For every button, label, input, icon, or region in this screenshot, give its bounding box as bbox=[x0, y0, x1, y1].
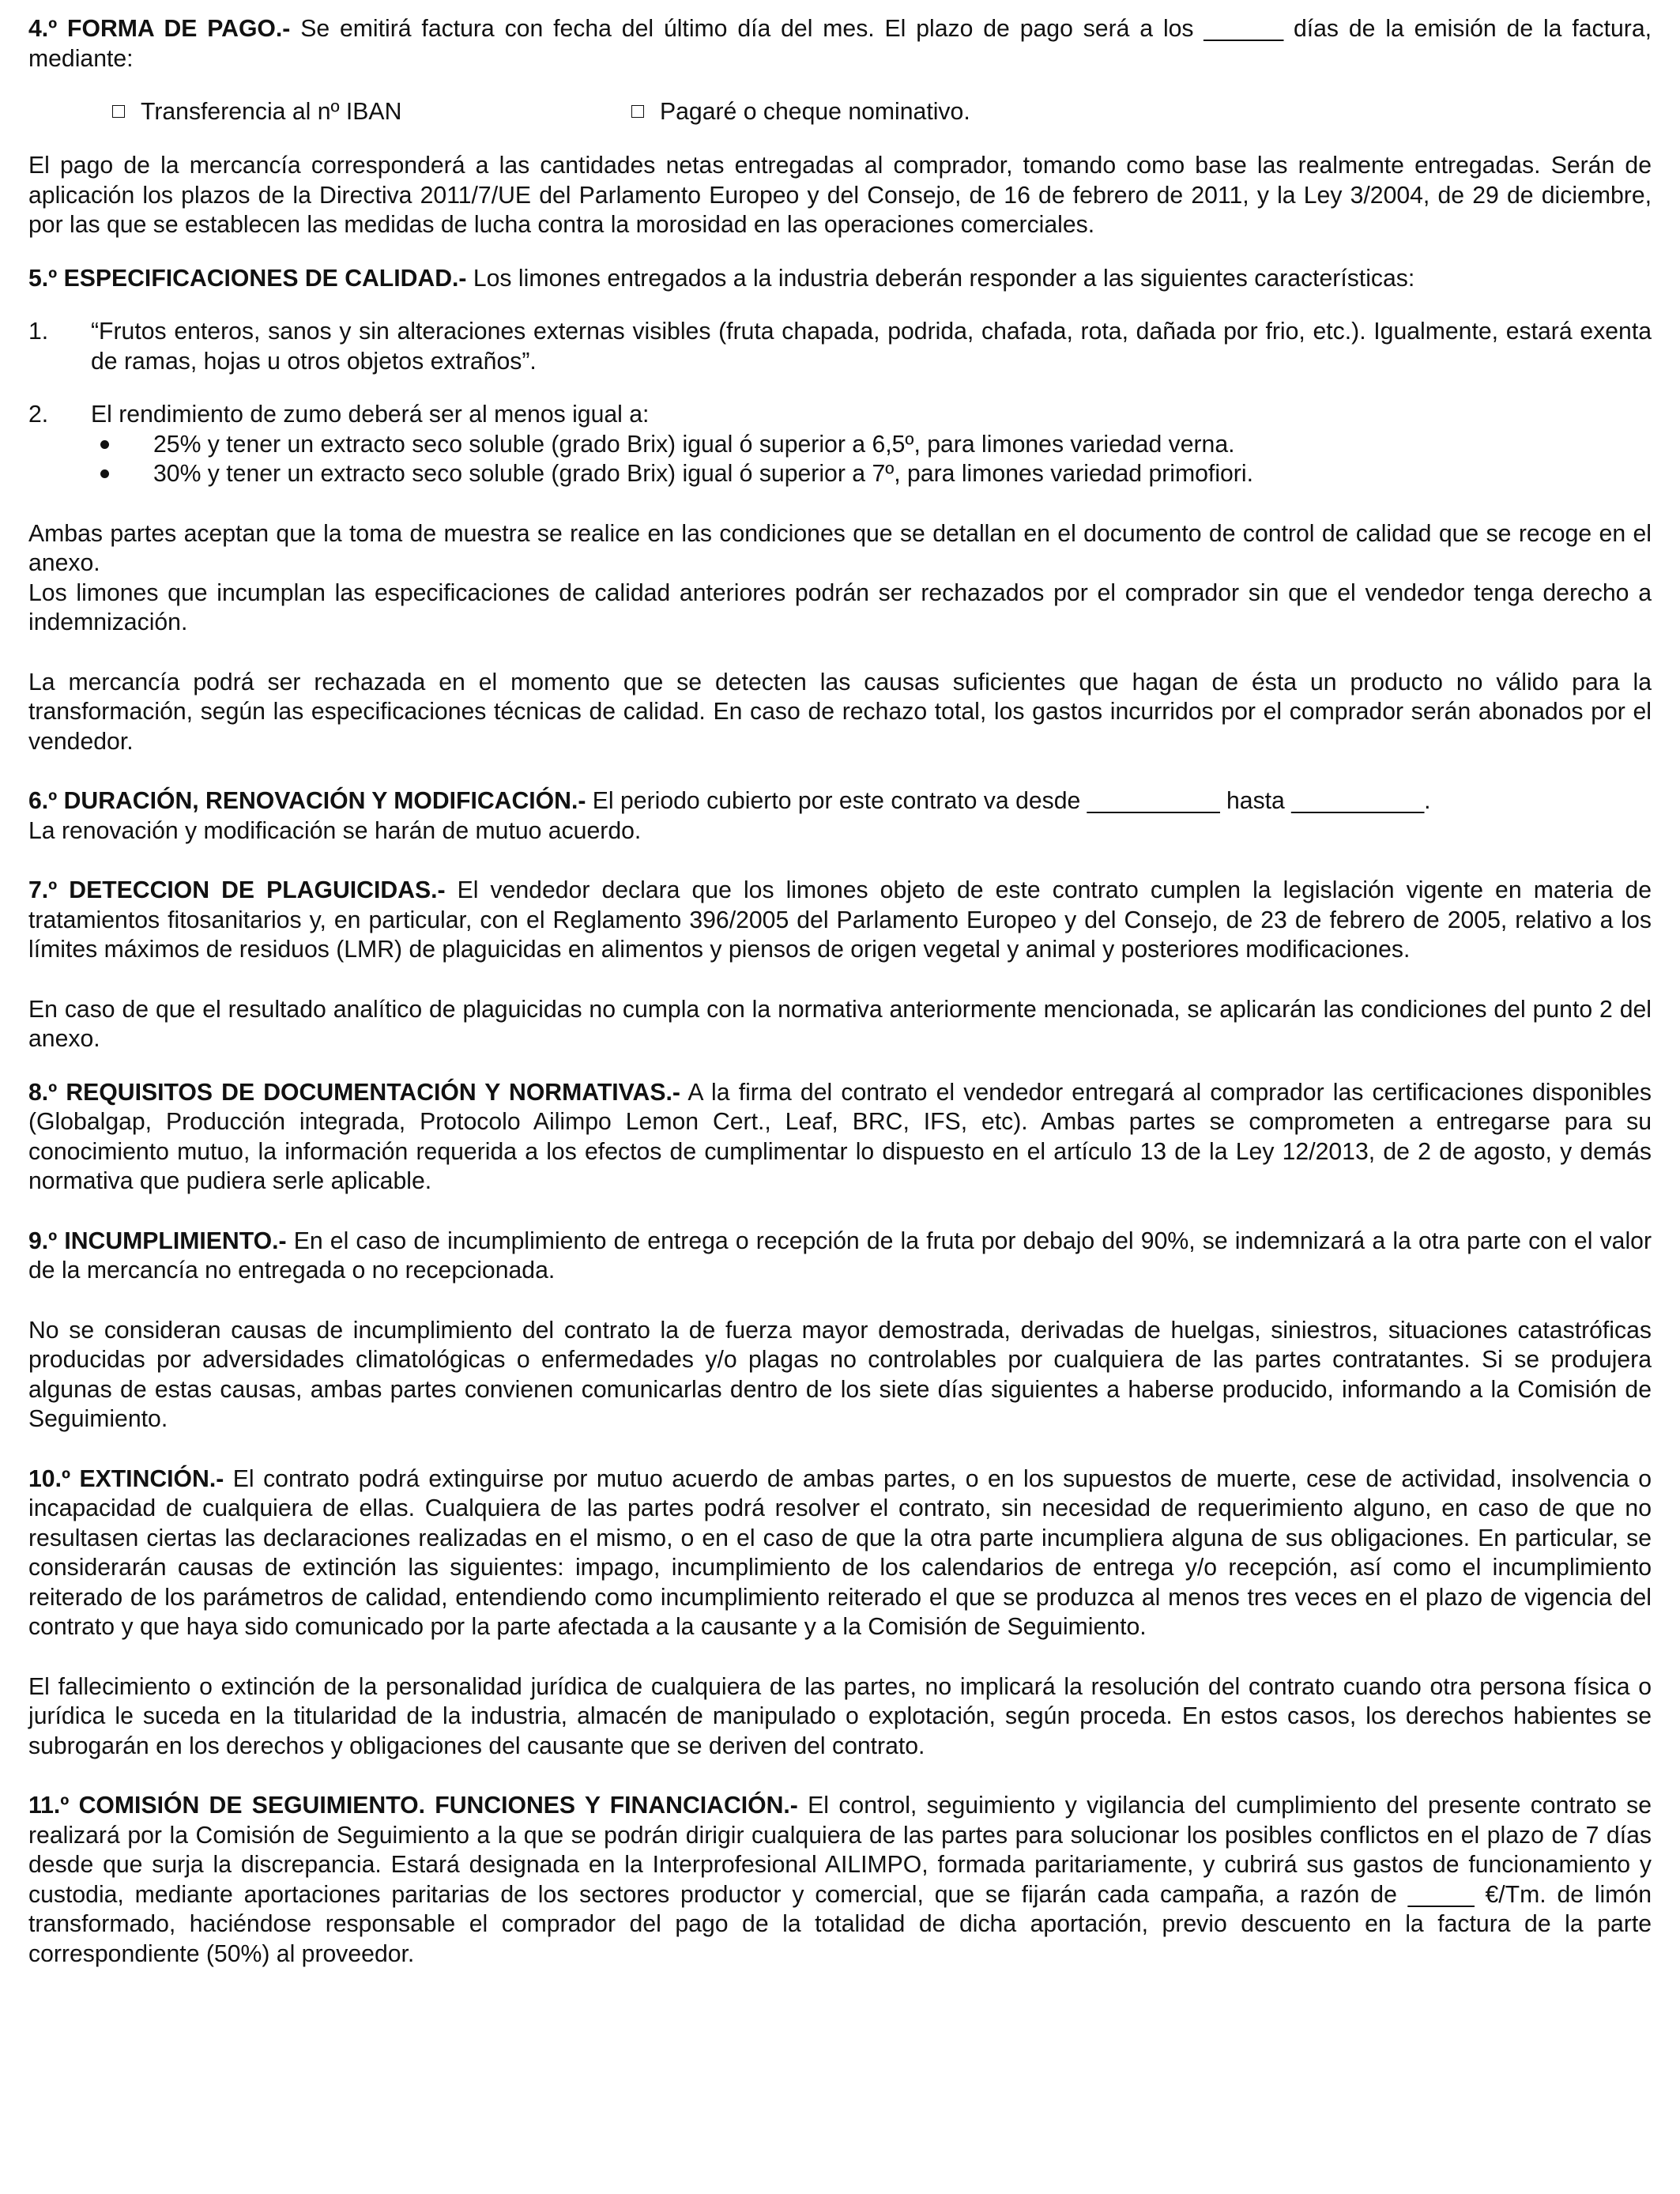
payment-option-cheque-label: Pagaré o cheque nominativo. bbox=[660, 99, 970, 125]
payment-option-transfer[interactable] bbox=[112, 97, 401, 127]
section-10-paragraph: El fallecimiento o extinción de la personalidad jurídica de cualquiera de las partes, no implicará la resolución del contrato cuando otra persona física o jurídica le suceda en la titularidad de la industria, almacén de manipulado o explotación, según proceda. En estos casos, los derechos habientes se subrogarán en los derechos y obligaciones del causante que se deriven del contrato. bbox=[28, 1673, 1652, 1759]
list-item bbox=[28, 430, 1652, 460]
juice-yield-list bbox=[28, 430, 1652, 489]
checkbox-icon[interactable] bbox=[631, 105, 644, 118]
section-5-heading-paragraph bbox=[28, 264, 1652, 294]
bullet-icon bbox=[100, 469, 109, 478]
quality-item-2-number: 2. bbox=[28, 401, 49, 428]
bullet-1-text: 25% y tener un extracto seco soluble (grado Brix) igual ó superior a 6,5º, para limones variedad verna. bbox=[153, 431, 1235, 458]
section-10-title: 10.º EXTINCIÓN.- bbox=[28, 1465, 224, 1492]
section-5-paragraph-1: Ambas partes aceptan que la toma de muestra se realice en las condiciones que se detallan en el documento de control de calidad que se recoge en el anexo. bbox=[28, 520, 1652, 576]
section-9-text: En el caso de incumplimiento de entrega o recepción de la fruta por debajo del 90%, se indemnizará a la otra parte con el valor de la mercancía no entregada o no recepcionada. bbox=[28, 1227, 1652, 1284]
section-9-heading-paragraph bbox=[28, 1227, 1652, 1286]
list-item bbox=[28, 459, 1652, 489]
section-6-line-2: La renovación y modificación se harán de mutuo acuerdo. bbox=[28, 817, 642, 844]
bullet-icon bbox=[100, 440, 109, 449]
section-6-text: El periodo cubierto por este contrato va desde __________ hasta __________. bbox=[592, 788, 1431, 814]
section-7-title: 7.º DETECCION DE PLAGUICIDAS.- bbox=[28, 877, 446, 903]
payment-option-transfer-label: Transferencia al nº IBAN bbox=[141, 99, 402, 125]
section-7-heading-paragraph bbox=[28, 876, 1652, 965]
section-10-heading-paragraph bbox=[28, 1465, 1652, 1642]
payment-option-cheque[interactable] bbox=[631, 97, 970, 127]
section-8-heading-paragraph bbox=[28, 1078, 1652, 1197]
section-6-heading-paragraph bbox=[28, 786, 1652, 816]
quality-item-1-number: 1. bbox=[28, 319, 49, 345]
section-4-title: 4.º FORMA DE PAGO.- bbox=[28, 16, 291, 42]
section-11-heading-paragraph bbox=[28, 1791, 1652, 1969]
bullet-2-text: 30% y tener un extracto seco soluble (grado Brix) igual ó superior a 7º, para limones variedad primofiori. bbox=[153, 461, 1253, 487]
section-5-text: Los limones entregados a la industria deberán responder a las siguientes características: bbox=[473, 265, 1415, 292]
section-4-paragraph: El pago de la mercancía corresponderá a las cantidades netas entregadas al comprador, tomando como base las realmente entregadas. Serán de aplicación los plazos de la Directiva 2011/7/UE del Parlamento Europeo y del Consejo, de 16 de febrero de 2011, y la Ley 3/2004, de 29 de diciembre, por las que se establecen las medidas de lucha contra la morosidad en las operaciones comerciales. bbox=[28, 153, 1652, 238]
section-6-title: 6.º DURACIÓN, RENOVACIÓN Y MODIFICACIÓN.- bbox=[28, 788, 586, 814]
section-5-title: 5.º ESPECIFICACIONES DE CALIDAD.- bbox=[28, 265, 467, 292]
checkbox-icon[interactable] bbox=[112, 105, 125, 118]
section-7-paragraph: En caso de que el resultado analítico de plaguicidas no cumpla con la normativa anteriormente mencionada, se aplicarán las condiciones del punto 2 del anexo. bbox=[28, 996, 1652, 1052]
section-11-title: 11.º COMISIÓN DE SEGUIMIENTO. FUNCIONES Y FINANCIACIÓN.- bbox=[28, 1793, 798, 1819]
section-10-text: El contrato podrá extinguirse por mutuo acuerdo de ambas partes, o en los supuestos de muerte, cese de actividad, insolvencia o incapacidad de cualquiera de ellas. Cualquiera de las partes podrá resolver el contrato, sin necesidad de requerimiento alguno, en caso de que no resultasen ciertas las declaraciones realizadas en el mismo, o en el caso de que la otra parte incumpliera alguna de sus obligaciones. En particular, se considerarán causas de extinción las siguientes: impago, incumplimiento de los calendarios de entrega y/o recepción, así como el incumplimiento reiterado de los parámetros de calidad, entendiendo como incumplimiento reiterado el que se produzca al menos tres veces en el plazo de vigencia del contrato y que haya sido comunicado por la parte afectada a la causante y a la Comisión de Seguimiento. bbox=[28, 1465, 1652, 1640]
quality-item-1-text: “Frutos enteros, sanos y sin alteraciones externas visibles (fruta chapada, podrida, chafada, rota, dañada por frio, etc.). Igualmente, estará exenta de ramas, hojas u otros objetos extraños”. bbox=[91, 319, 1652, 375]
section-4-heading-paragraph bbox=[28, 14, 1652, 74]
section-8-title: 8.º REQUISITOS DE DOCUMENTACIÓN Y NORMATIVAS.- bbox=[28, 1079, 680, 1106]
section-4-text: Se emitirá factura con fecha del último día del mes. El plazo de pago será a los ______ días de la emisión de la factura, mediante: bbox=[28, 16, 1652, 72]
section-9-paragraph: No se consideran causas de incumplimiento del contrato la de fuerza mayor demostrada, derivadas de huelgas, siniestros, situaciones catastróficas producidas por adversidades climatológicas o enfermedades y/o plagas no controlables por cualquiera de las partes contratantes. Si se produjera algunas de estas causas, ambas partes convienen comunicarlas dentro de los siete días siguientes a haberse producido, informando a la Comisión de Seguimiento. bbox=[28, 1317, 1652, 1432]
section-7-text: El vendedor declara que los limones objeto de este contrato cumplen la legislación vigente en materia de tratamientos fitosanitarios y, en particular, con el Reglamento 396/2005 del Parlamento Europeo y del Consejo, de 23 de febrero de 2005, relativo a los límites máximos de residuos (LMR) de plaguicidas en alimentos y piensos de origen vegetal y animal y posteriores modificaciones. bbox=[28, 877, 1652, 963]
quality-item-2-text: El rendimiento de zumo deberá ser al menos igual a: bbox=[91, 401, 650, 428]
section-5-paragraph-3: La mercancía podrá ser rechazada en el momento que se detecten las causas suficientes que hagan de ésta un producto no válido para la transformación, según las especificaciones técnicas de calidad. En caso de rechazo total, los gastos incurridos por el comprador serán abonados por el vendedor. bbox=[28, 669, 1652, 755]
payment-options bbox=[28, 97, 1652, 127]
section-9-title: 9.º INCUMPLIMIENTO.- bbox=[28, 1227, 287, 1254]
quality-item-2 bbox=[28, 400, 1652, 430]
section-5-paragraph-2: Los limones que incumplan las especificaciones de calidad anteriores podrán ser rechazados por el comprador sin que el vendedor tenga derecho a indemnización. bbox=[28, 579, 1652, 635]
section-11-text: El control, seguimiento y vigilancia del cumplimiento del presente contrato se realizará por la Comisión de Seguimiento a la que se podrán dirigir cualquiera de las partes para solucionar los posibles conflictos en el plazo de 7 días desde que surja la discrepancia. Estará designada en la Interprofesional AILIMPO, formada paritariamente, y cubrirá sus gastos de funcionamiento y custodia, mediante aportaciones paritarias de los sectores productor y comercial, que se fijarán cada campaña, a razón de _____ €/Tm. de limón transformado, haciéndose responsable el comprador del pago de la totalidad de dicha aportación, previo descuento en la factura de la parte correspondiente (50%) al proveedor. bbox=[28, 1793, 1652, 1967]
quality-item-1 bbox=[28, 317, 1652, 376]
section-8-text: A la firma del contrato el vendedor entregará al comprador las certificaciones disponibles (Globalgap, Producción integrada, Protocolo Ailimpo Lemon Cert., Leaf, BRC, IFS, etc). Ambas partes se comprometen a entregarse para su conocimiento mutuo, la información requerida a los efectos de cumplimentar lo dispuesto en el artículo 13 de la Ley 12/2013, de 2 de agosto, y demás normativa que pudiera serle aplicable. bbox=[28, 1079, 1652, 1194]
